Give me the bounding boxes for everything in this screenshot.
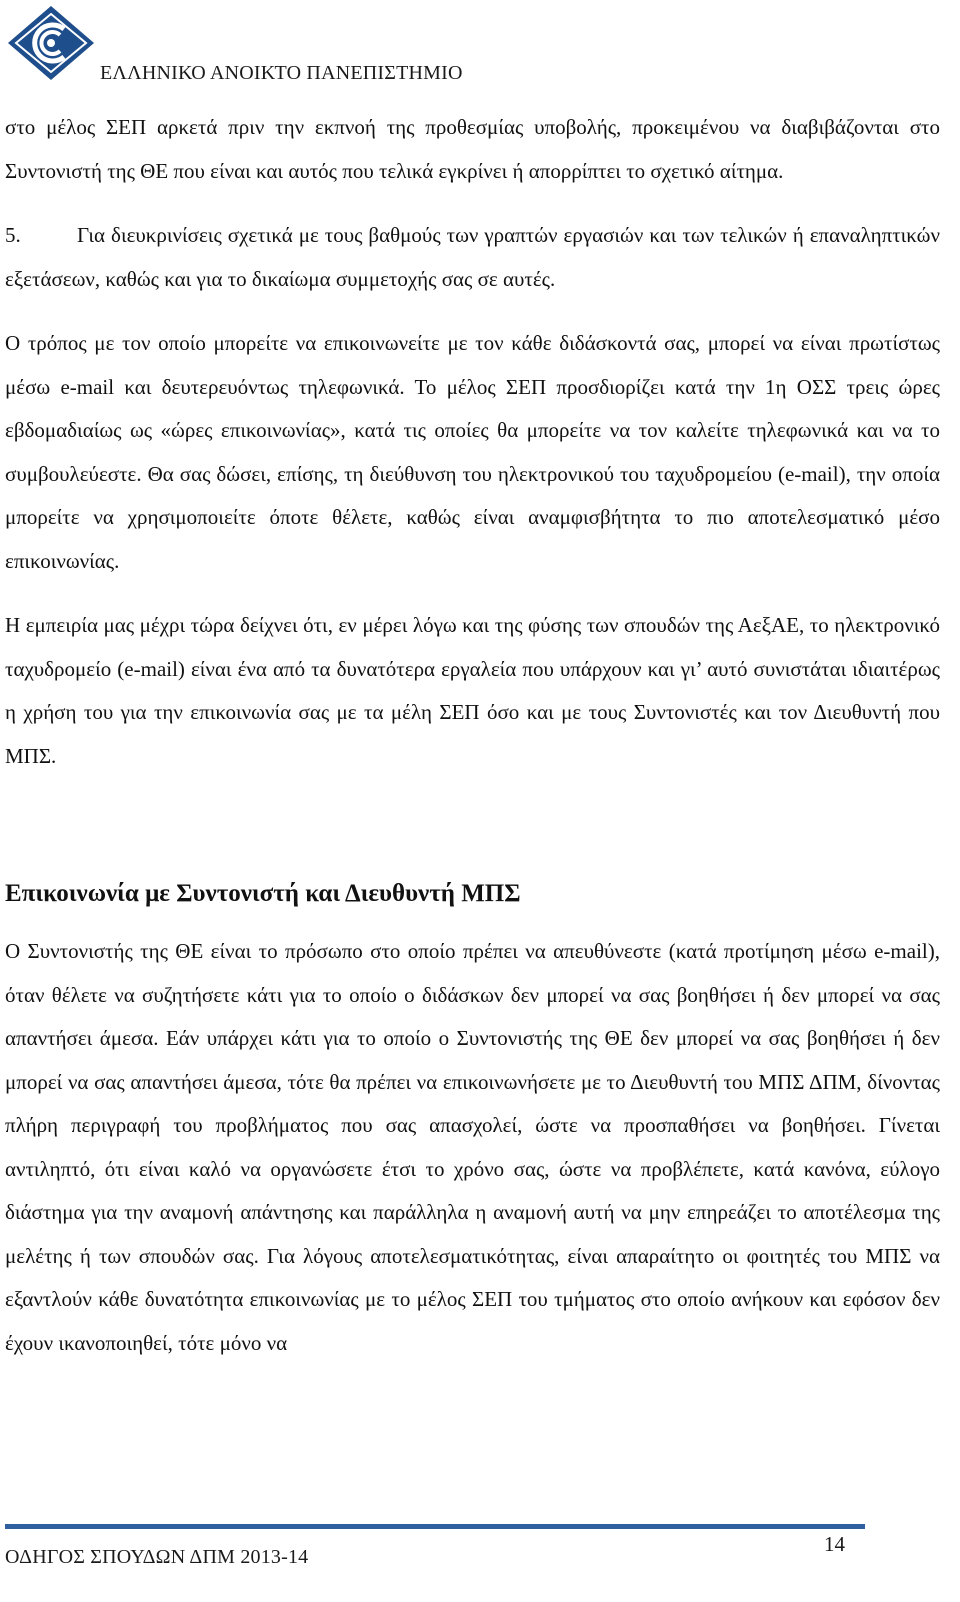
university-name: ΕΛΛΗΝΙΚΟ ΑΝΟΙΚΤΟ ΠΑΝΕΠΙΣΤΗΜΙΟ: [100, 62, 463, 84]
document-body: [5, 106, 940, 1365]
university-logo-icon: [6, 4, 96, 82]
paragraph-email-experience: Η εμπειρία μας μέχρι τώρα δείχνει ότι, εν μέρει λόγω και της φύσης των σπουδών της ΑεξΑΕ, το ηλεκτρονικό ταχυδρομείο (e-mail) είναι ένα από τα δυνατότερα εργαλεία που υπάρχουν και γι’ αυτό συνιστάται ιδιαιτέρως η χρήση του για την επικοινωνία σας με τα μέλη ΣΕΠ όσο και με τους Συντονιστές και τον Διευθυντή που ΜΠΣ.: [5, 613, 940, 768]
footer-rule: [5, 1524, 865, 1529]
list-item-5: [5, 214, 940, 301]
page-header: [0, 0, 960, 100]
list-item-number: 5.: [5, 223, 21, 247]
list-item-text: Για διευκρινίσεις σχετικά με τους βαθμούς των γραπτών εργασιών και των τελικών ή επαναληπτικών εξετάσεων, καθώς και για το δικαίωμα συμμετοχής σας σε αυτές.: [5, 223, 940, 291]
paragraph-coordinator-contact: Ο Συντονιστής της ΘΕ είναι το πρόσωπο στο οποίο πρέπει να απευθύνεστε (κατά προτίμηση μέσω e-mail), όταν θέλετε να συζητήσετε κάτι για το οποίο ο διδάσκων δεν μπορεί να σας βοηθήσει ή δεν μπορεί να σας απαντήσει άμεσα. Εάν υπάρχει κάτι για το οποίο ο Συντονιστής της ΘΕ δεν μπορεί να σας βοηθήσει ή δεν μπορεί να σας απαντήσει άμεσα, τότε θα πρέπει να επικοινωνήσετε με το Διευθυντή του ΜΠΣ ΔΠΜ, δίνοντας πλήρη περιγραφή του προβλήματος που σας απασχολεί, ώστε να προσπαθήσει να βοηθήσει. Γίνεται αντιληπτό, ότι είναι καλό να οργανώσετε έτσι το χρόνο σας, ώστε να προβλέπετε, κατά κανόνα, εύλογο διάστημα για την αναμονή απάντησης και παράλληλα η αναμονή αυτή να μην επηρεάζει το αποτέλεσμα της μελέτης ή των σπουδών σας. Για λόγους αποτελεσματικότητας, είναι απαραίτητο οι φοιτητές του ΜΠΣ να εξαντλούν κάθε δυνατότητα επικοινωνίας με το μέλος ΣΕΠ του τμήματος στο οποίο ανήκουν και εφόσον δεν έχουν ικανοποιηθεί, τότε μόνο να: [5, 939, 940, 1355]
page-number: 14: [824, 1532, 845, 1556]
paragraph-continuation: στο μέλος ΣΕΠ αρκετά πριν την εκπνοή της προθεσμίας υποβολής, προκειμένου να διαβιβάζονται στο Συντονιστή της ΘΕ που είναι και αυτός που τελικά εγκρίνει ή απορρίπτει το σχετικό αίτημα.: [5, 115, 940, 183]
section-heading: Επικοινωνία με Συντονιστή και Διευθυντή ΜΠΣ: [5, 880, 521, 907]
paragraph-contact-methods: Ο τρόπος με τον οποίο μπορείτε να επικοινωνείτε με τον κάθε διδάσκοντά σας, μπορεί να είναι πρωτίστως μέσω e-mail και δευτερευόντως τηλεφωνικά. Το μέλος ΣΕΠ προσδιορίζει κατά την 1η ΟΣΣ τρεις ώρες εβδομαδιαίως ως «ώρες επικοινωνίας», κατά τις οποίες θα μπορείτε να τον καλείτε τηλεφωνικά και να το συμβουλεύεστε. Θα σας δώσει, επίσης, τη διεύθυνση του ηλεκτρονικού του ταχυδρομείου (e-mail), την οποία μπορείτε να χρησιμοποιείτε όποτε θέλετε, καθώς είναι αναμφισβήτητα το πιο αποτελεσματικό μέσο επικοινωνίας.: [5, 331, 940, 573]
footer-title: ΟΔΗΓΟΣ ΣΠΟΥΔΩΝ ΔΠΜ 2013-14: [5, 1546, 309, 1568]
page-footer: [0, 1510, 960, 1602]
